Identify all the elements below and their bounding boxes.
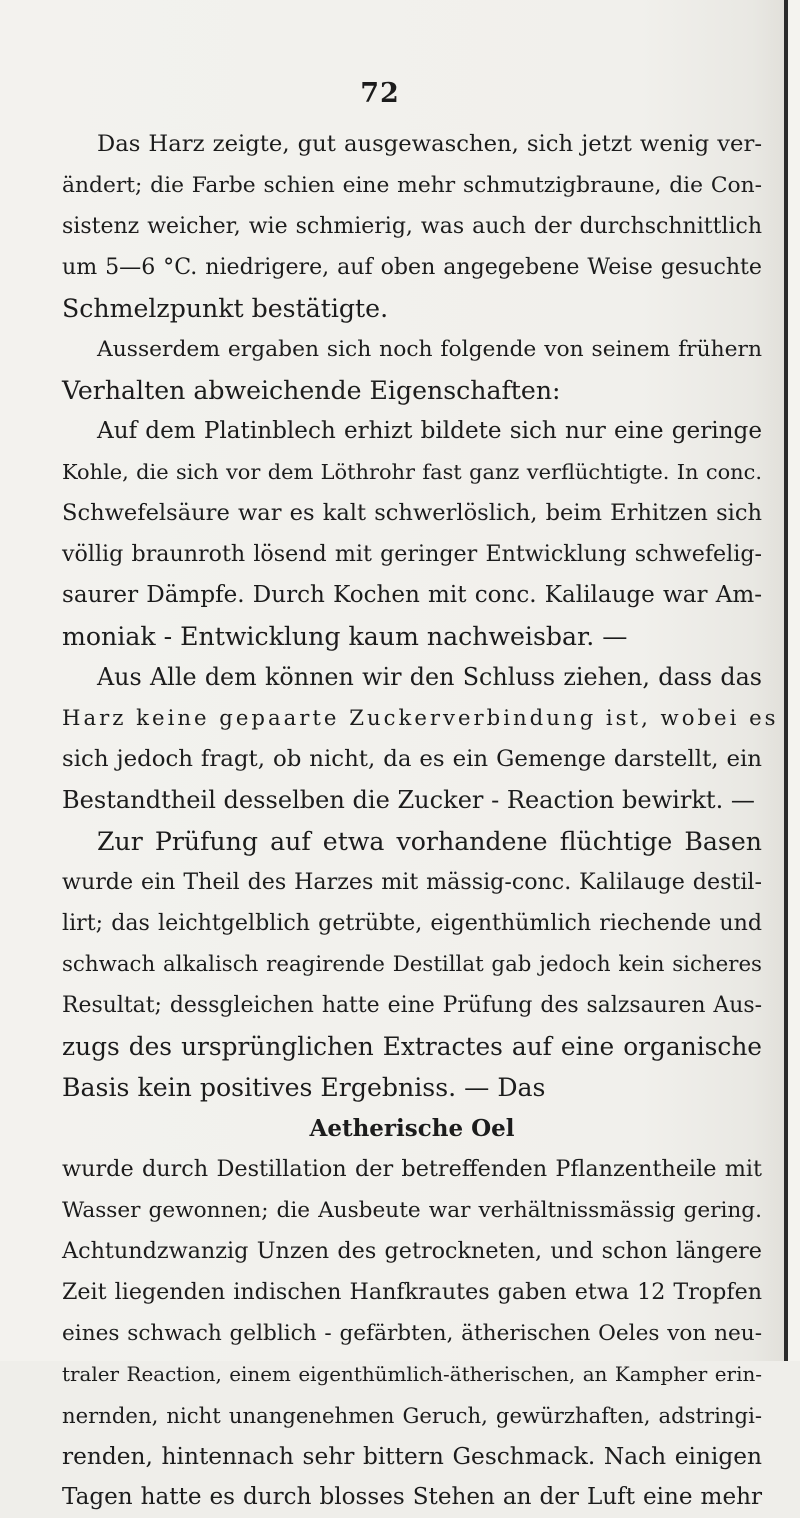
body-text xyxy=(62,124,779,1518)
text-line: wurde ein Theil des Harzes mit mässig-conc. Kalilauge destil- xyxy=(62,869,762,895)
text-line: Zur Prüfung auf etwa vorhandene flüchtige Basen xyxy=(97,827,762,856)
text-line: Das Harz zeigte, gut ausgewaschen, sich jetzt wenig ver- xyxy=(97,131,762,157)
text-line: Bestandtheil desselben die Zucker - Reaction bewirkt. — xyxy=(62,786,755,814)
page-edge-shadow xyxy=(784,0,788,1361)
text-line: sich jedoch fragt, ob nicht, da es ein Gemenge darstellt, ein xyxy=(62,746,762,772)
text-line: Harz keine gepaarte Zuckerverbindung ist, wobei es xyxy=(62,706,779,731)
text-line: Achtundzwanzig Unzen des getrockneten, und schon längere xyxy=(62,1238,762,1264)
page-number: 72 xyxy=(360,78,400,109)
text-line: Verhalten abweichende Eigenschaften: xyxy=(62,376,561,405)
text-line: Kohle, die sich vor dem Löthrohr fast ganz verflüchtigte. In conc. xyxy=(62,460,762,484)
text-line: wurde durch Destillation der betreffenden Pflanzentheile mit xyxy=(62,1156,762,1182)
text-line: saurer Dämpfe. Durch Kochen mit conc. Kalilauge war Am- xyxy=(62,582,762,608)
text-line: Aus Alle dem können wir den Schluss ziehen, dass das xyxy=(97,663,762,691)
text-line: Schwefelsäure war es kalt schwerlöslich, beim Erhitzen sich xyxy=(62,500,762,526)
page-edge-margin xyxy=(788,0,800,1361)
text-line: völlig braunroth lösend mit geringer Entwicklung schwefelig- xyxy=(62,541,762,567)
text-line: schwach alkalisch reagirende Destillat gab jedoch kein sicheres xyxy=(62,952,762,977)
text-line: ändert; die Farbe schien eine mehr schmutzigbraune, die Con- xyxy=(62,173,762,198)
text-line: traler Reaction, einem eigenthümlich-ätherischen, an Kampher erin- xyxy=(62,1363,762,1386)
text-line: renden, hintennach sehr bittern Geschmack. Nach einigen xyxy=(62,1443,762,1470)
text-line: Zeit liegenden indischen Hanfkrautes gaben etwa 12 Tropfen xyxy=(62,1279,762,1305)
text-line: moniak - Entwicklung kaum nachweisbar. — xyxy=(62,622,628,651)
text-line: Tagen hatte es durch blosses Stehen an der Luft eine mehr xyxy=(62,1484,762,1510)
text-line: Basis kein positives Ergebniss. — Das xyxy=(62,1073,546,1102)
text-line: lirt; das leichtgelblich getrübte, eigenthümlich riechende und xyxy=(62,910,762,936)
text-line: zugs des ursprünglichen Extractes auf eine organische xyxy=(62,1032,762,1061)
text-line: um 5—6 °C. niedrigere, auf oben angegebene Weise gesuchte xyxy=(62,254,762,280)
text-line: Auf dem Platinblech erhizt bildete sich nur eine geringe xyxy=(97,418,762,444)
text-line: Resultat; dessgleichen hatte eine Prüfung des salzsauren Aus- xyxy=(62,993,762,1018)
section-heading: Aetherische Oel xyxy=(309,1115,515,1142)
text-line: Ausserdem ergaben sich noch folgende von seinem frühern xyxy=(97,337,762,362)
text-line: Wasser gewonnen; die Ausbeute war verhältnissmässig gering. xyxy=(62,1198,762,1223)
text-line: Schmelzpunkt bestätigte. xyxy=(62,294,389,323)
text-line: nernden, nicht unangenehmen Geruch, gewürzhaften, adstringi- xyxy=(62,1403,762,1428)
text-line: sistenz weicher, wie schmierig, was auch der durchschnittlich xyxy=(62,214,762,239)
text-line: eines schwach gelblich - gefärbten, ätherischen Oeles von neu- xyxy=(62,1321,762,1346)
